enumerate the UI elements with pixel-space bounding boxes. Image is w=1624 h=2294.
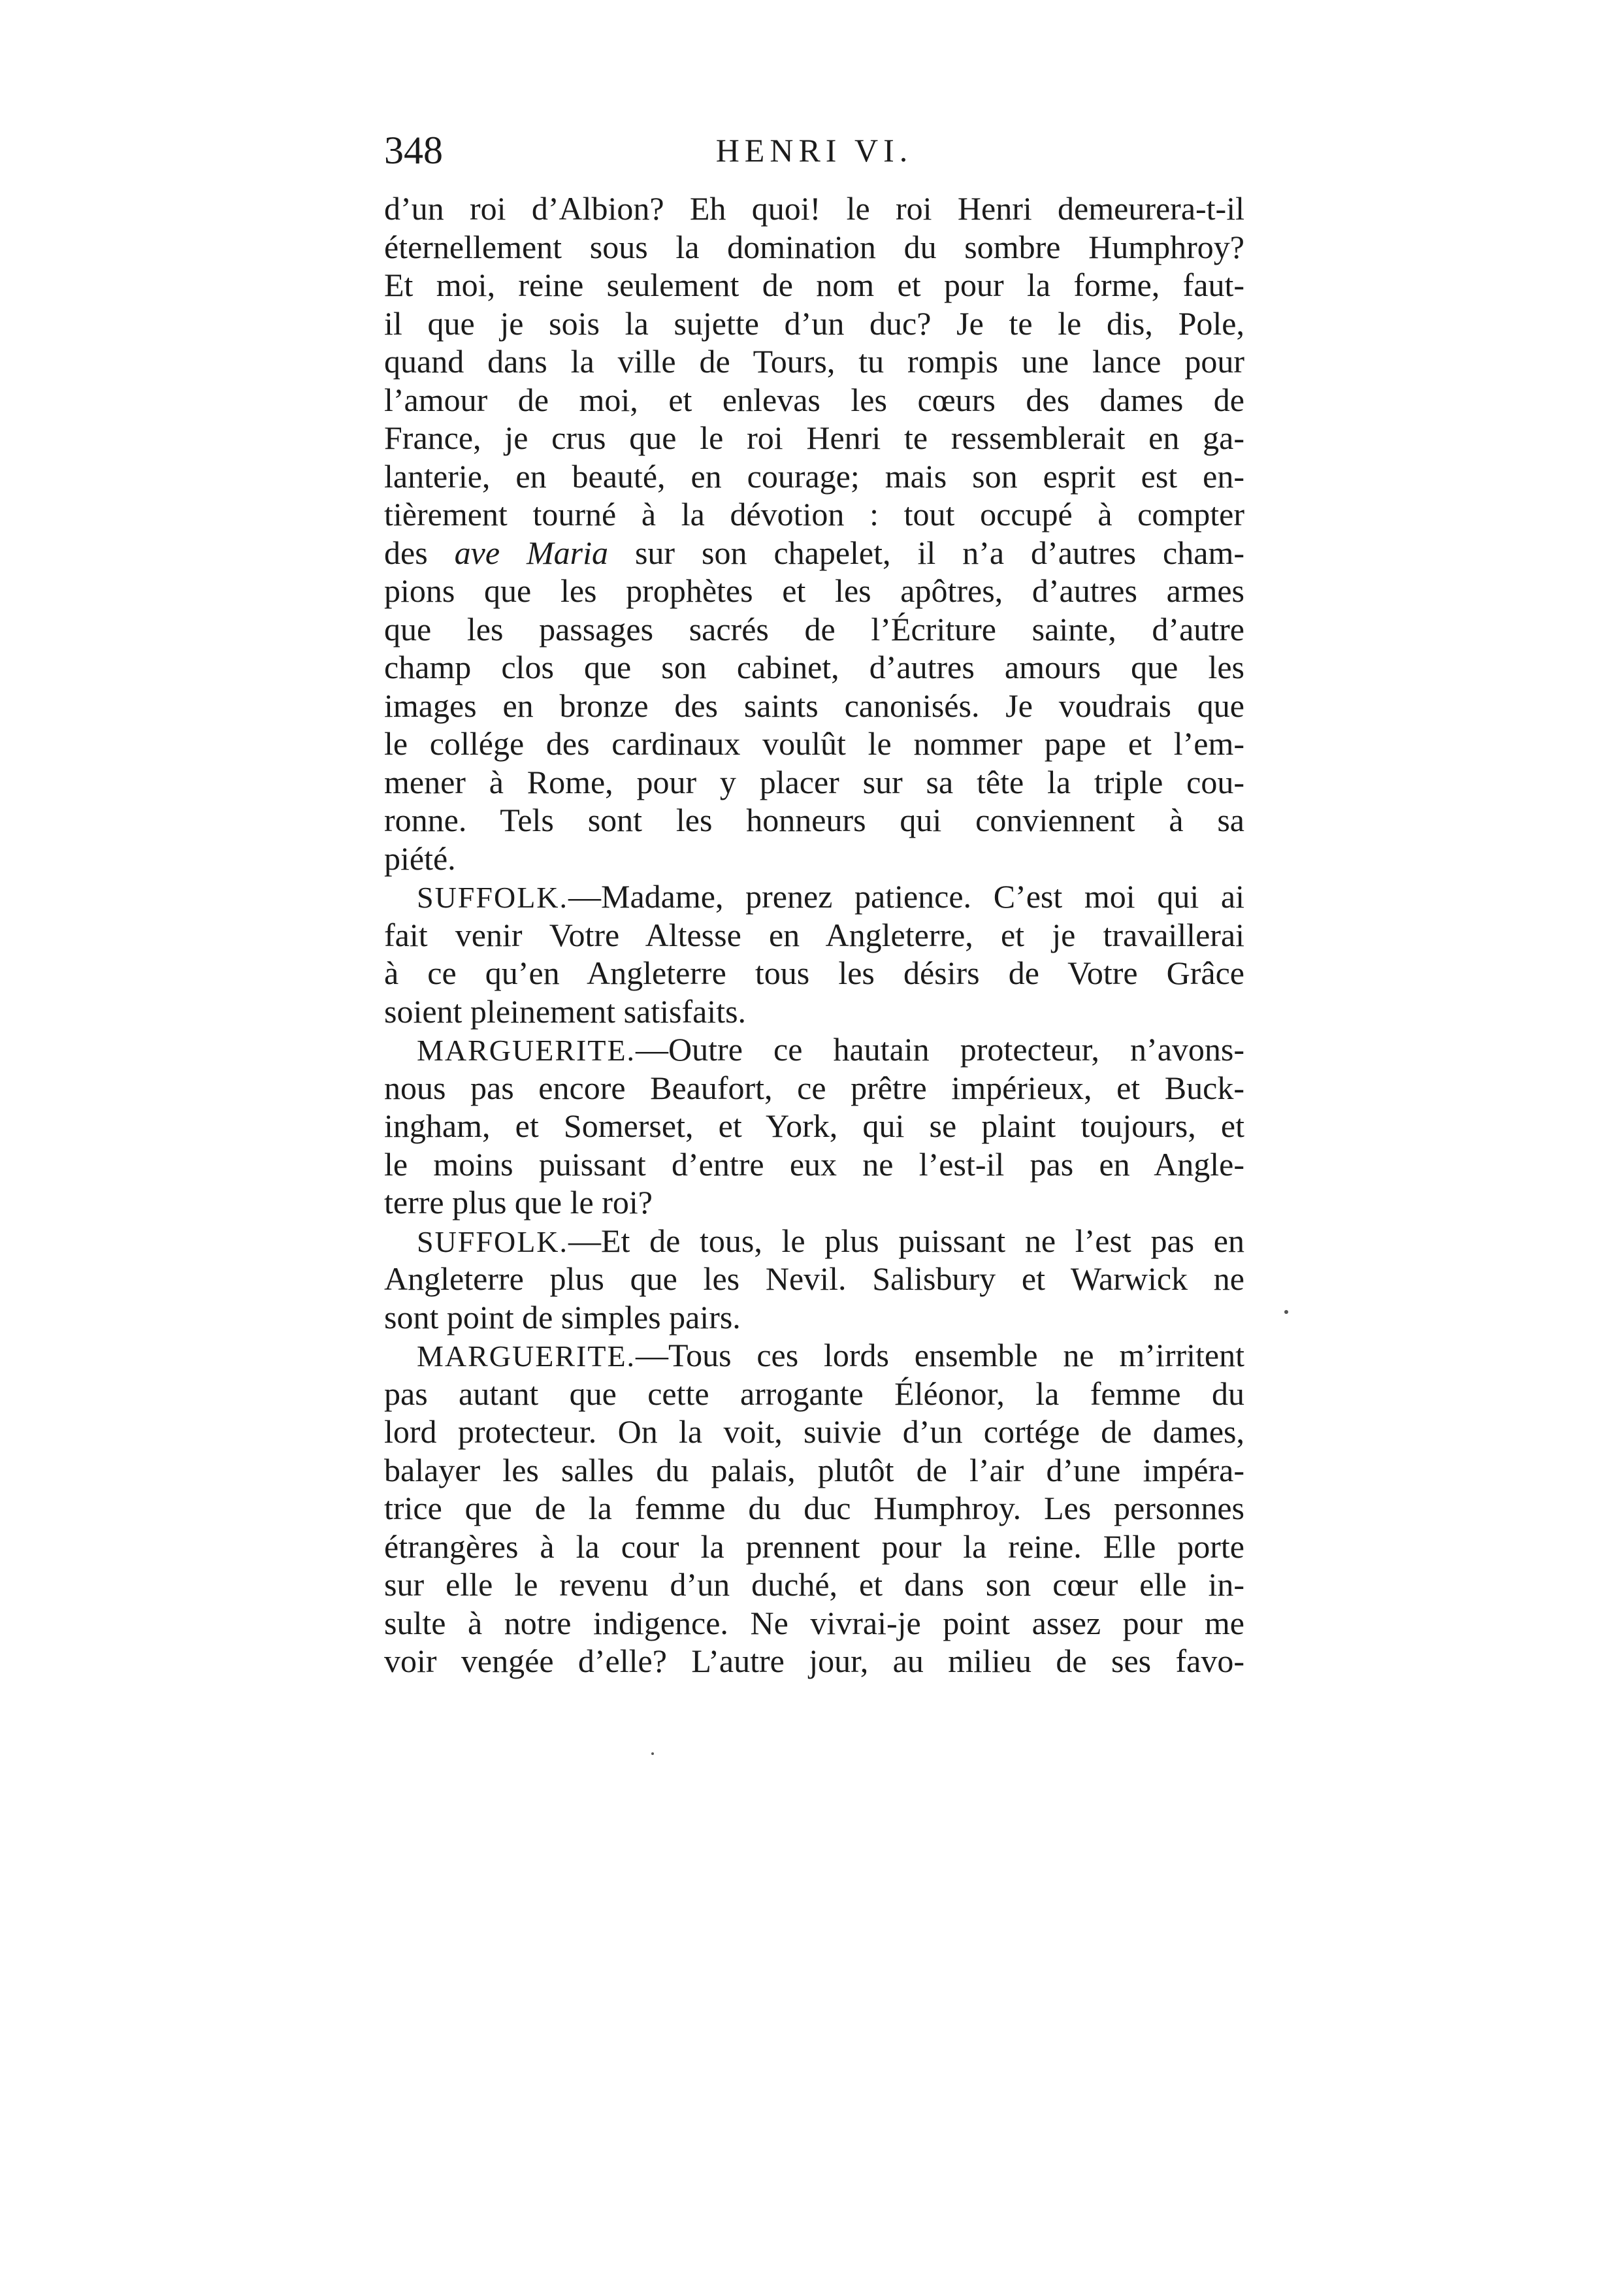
text-line: à ce qu’en Angleterre tous les désirs de Votre Grâce: [384, 955, 1244, 991]
speech-line: MARGUERITE.—Tous ces lords ensemble ne m’irritent: [417, 1337, 1244, 1373]
speaker-name: MARGUERITE.: [417, 1339, 636, 1373]
text-line: mener à Rome, pour y placer sur sa tête la triple cou-: [384, 763, 1244, 800]
text-line: il que je sois la sujette d’un duc? Je te le dis, Pole,: [384, 304, 1244, 342]
speaker-name: MARGUERITE.: [417, 1034, 636, 1067]
text-line: soient pleinement satisfaits.: [384, 992, 747, 1030]
text-line: sulte à notre indigence. Ne vivrai-je point assez pour me: [384, 1604, 1244, 1641]
page-header: [384, 127, 1244, 173]
ink-speck: [1284, 1310, 1288, 1314]
text-line: pas autant que cette arrogante Éléonor, la femme du: [384, 1375, 1244, 1412]
text-line: étrangères à la cour la prennent pour la reine. Elle porte: [384, 1528, 1244, 1565]
text-line: l’amour de moi, et enlevas les cœurs des dames de: [384, 381, 1244, 418]
text-line: sont point de simples pairs.: [384, 1298, 741, 1335]
text-line: voir vengée d’elle? L’autre jour, au milieu de ses favo-: [384, 1643, 1244, 1679]
text-line: éternellement sous la domination du sombre Humphroy?: [384, 228, 1244, 265]
page-number: 348: [384, 129, 443, 172]
text-line: champ clos que son cabinet, d’autres amours que les: [384, 649, 1244, 685]
text-line: piété.: [384, 840, 456, 877]
text-line: des ave Maria sur son chapelet, il n’a d’autres cham-: [384, 534, 1244, 571]
text-line: trice que de la femme du duc Humphroy. Les personnes: [384, 1490, 1244, 1526]
text-line: quand dans la ville de Tours, tu rompis une lance pour: [384, 343, 1244, 380]
text-line: fait venir Votre Altesse en Angleterre, et je travaillerai: [384, 916, 1244, 953]
text-line: le collége des cardinaux voulût le nommer pape et l’em-: [384, 725, 1244, 762]
speech-line: SUFFOLK.—Et de tous, le plus puissant ne l’est pas en: [417, 1222, 1244, 1259]
speech-line: SUFFOLK.—Madame, prenez patience. C’est moi qui ai: [417, 878, 1244, 915]
speech-line: MARGUERITE.—Outre ce hautain protecteur, n’avons-: [417, 1031, 1244, 1068]
text-line: lanterie, en beauté, en courage; mais son esprit est en-: [384, 457, 1244, 495]
text-line: lord protecteur. On la voit, suivie d’un cortége de dames,: [384, 1413, 1244, 1450]
text-line: que les passages sacrés de l’Écriture sainte, d’autre: [384, 610, 1244, 647]
italic-phrase: ave Maria: [454, 534, 608, 571]
text-line: tièrement tourné à la dévotion : tout occupé à compter: [384, 496, 1244, 533]
text-line: France, je crus que le roi Henri te ressemblerait en ga-: [384, 419, 1244, 456]
ink-speck: [651, 1752, 654, 1755]
speaker-name: SUFFOLK.: [417, 1224, 569, 1258]
body-text: [384, 189, 1244, 1680]
text-line: ingham, et Somerset, et York, qui se plaint toujours, et: [384, 1107, 1244, 1144]
text-line: sur elle le revenu d’un duché, et dans son cœur elle in-: [384, 1566, 1244, 1603]
text-line: nous pas encore Beaufort, ce prêtre impérieux, et Buck-: [384, 1069, 1244, 1106]
text-line: d’un roi d’Albion? Eh quoi! le roi Henri demeurera-t-il: [384, 190, 1244, 227]
running-title: HENRI VI.: [715, 132, 913, 169]
speaker-name: SUFFOLK.: [417, 881, 569, 914]
text-line: Angleterre plus que les Nevil. Salisbury et Warwick ne: [384, 1260, 1244, 1297]
text-line: ronne. Tels sont les honneurs qui conviennent à sa: [384, 802, 1244, 838]
text-line: balayer les salles du palais, plutôt de l’air d’une impéra-: [384, 1451, 1244, 1488]
text-line: terre plus que le roi?: [384, 1184, 653, 1221]
text-line: pions que les prophètes et les apôtres, d’autres armes: [384, 572, 1244, 609]
text-line: le moins puissant d’entre eux ne l’est-il pas en Angle-: [384, 1145, 1244, 1183]
text-line: Et moi, reine seulement de nom et pour la forme, faut-: [384, 267, 1244, 303]
text-line: images en bronze des saints canonisés. Je voudrais que: [384, 687, 1244, 724]
